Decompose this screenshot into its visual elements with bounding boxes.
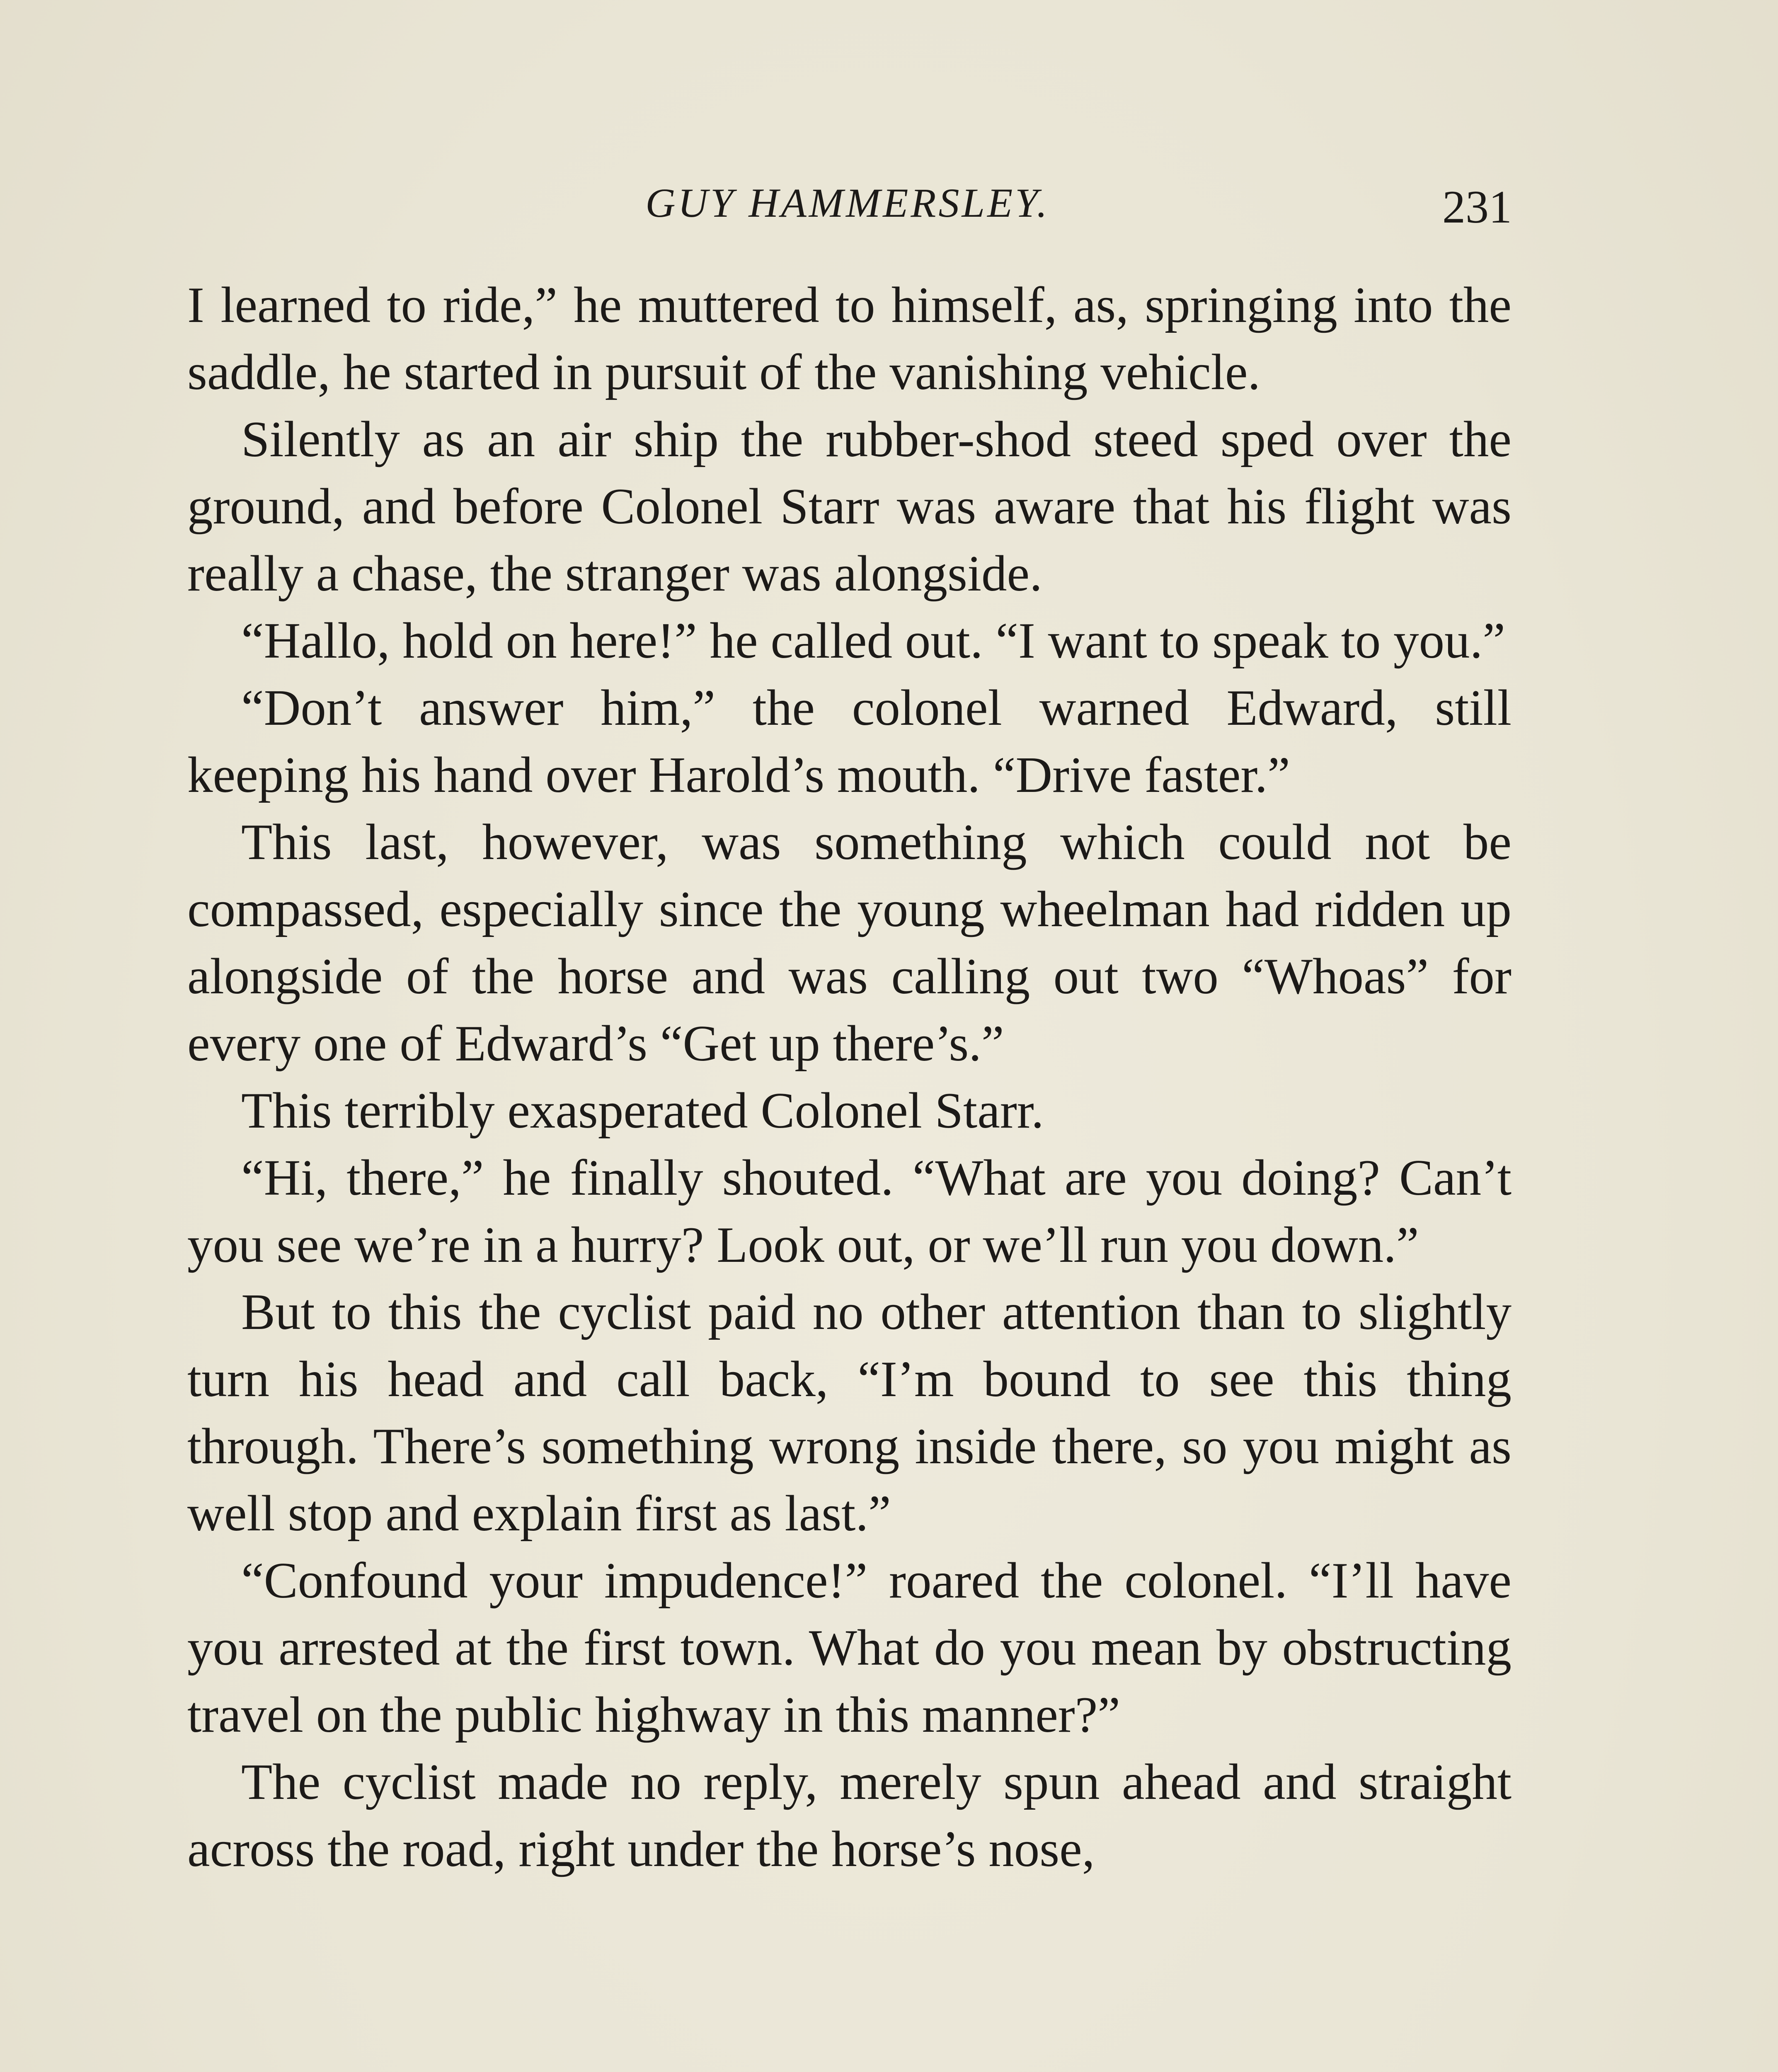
paragraph: This terribly exasperated Colonel Starr. [241, 1082, 1044, 1139]
paragraph: “Don’t answer him,” the colonel warned Edward, still keeping his hand over Harold’s mouth. “Drive faster.” [187, 679, 1512, 803]
paragraph: This last, however, was something which could not be compassed, especially since the young wheelman had ridden up alongside of the horse and was calling out two “Whoas” for every one of Edward’s “Get up there’s.” [187, 813, 1512, 1072]
paragraph: “Hi, there,” he finally shouted. “What are you doing? Can’t you see we’re in a hurry? Look out, or we’ll run you down.” [187, 1149, 1512, 1273]
running-head [184, 162, 1512, 233]
body-text [187, 271, 1512, 1883]
page-number: 231 [1442, 182, 1512, 233]
paragraph: But to this the cyclist paid no other attention than to slightly turn his head and call back, “I’m bound to see this thing through. There’s something wrong inside there, so you might as well stop and explain first as last.” [187, 1283, 1512, 1542]
paragraph: “Confound your impudence!” roared the colonel. “I’ll have you arrested at the first town. What do you mean by obstructing travel on the public highway in this manner?” [187, 1552, 1512, 1743]
running-title: GUY HAMMERSLEY. [645, 180, 1050, 226]
paragraph: I learned to ride,” he muttered to himself, as, springing into the saddle, he started in pursuit of the vanishing vehicle. [187, 276, 1512, 400]
paragraph: “Hallo, hold on here!” he called out. “I want to speak to you.” [241, 612, 1506, 669]
paragraph: Silently as an air ship the rubber-shod steed sped over the ground, and before Colonel Starr was aware that his flight was really a chase, the stranger was alongside. [187, 411, 1512, 602]
paragraph: The cyclist made no reply, merely spun ahead and straight across the road, right under the horse’s nose, [187, 1753, 1512, 1877]
